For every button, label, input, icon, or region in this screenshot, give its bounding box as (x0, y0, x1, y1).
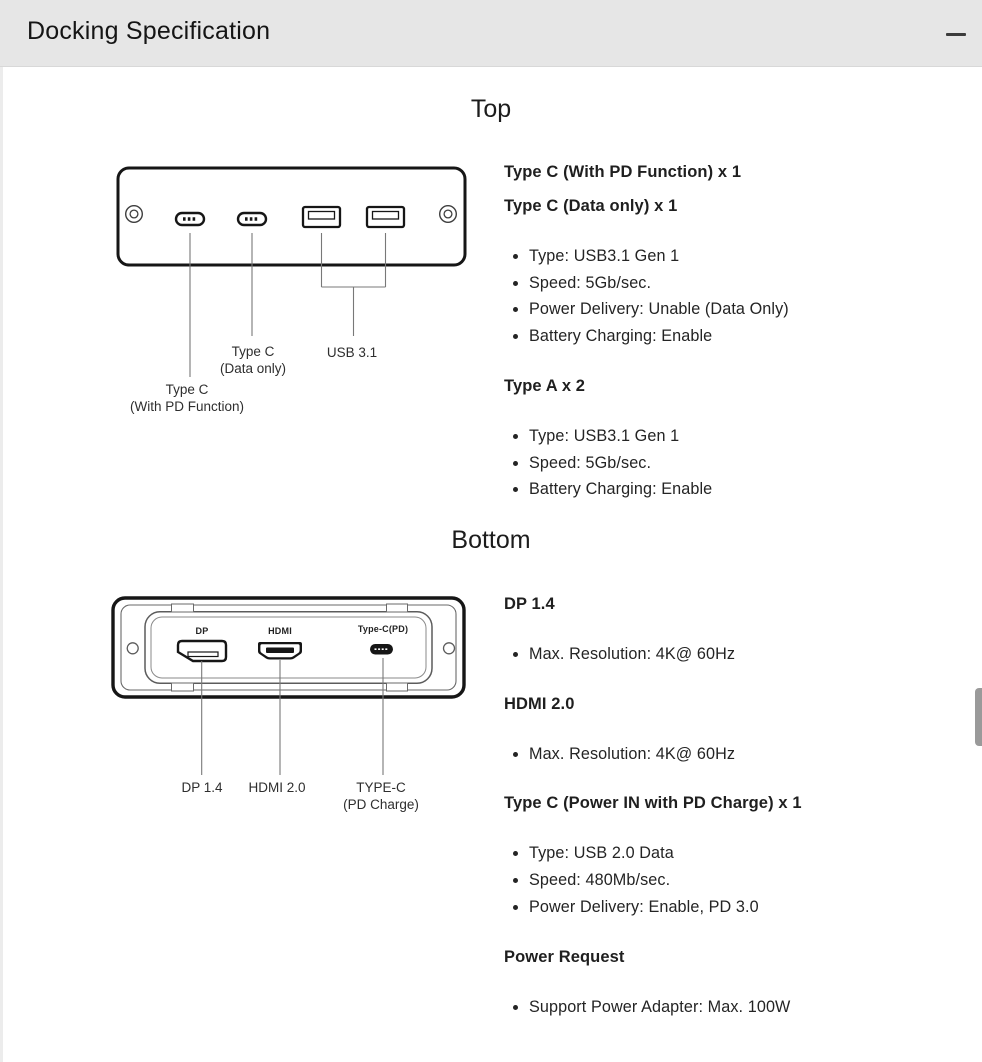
spec-title: DP 1.4 (504, 595, 555, 613)
spec-item: • Speed: 5Gb/sec. (529, 270, 904, 297)
spec-title: Type C (With PD Function) x 1 (504, 163, 742, 181)
port-label-type-c-pd: Type-C(PD) (357, 624, 409, 634)
dialog-title: Docking Specification (27, 17, 271, 45)
top-view-diagram (100, 160, 490, 420)
spec-item: • Type: USB 2.0 Data (529, 840, 904, 867)
dock-top-face (118, 168, 465, 265)
spec-title: Type C (Power IN with PD Charge) x 1 (504, 794, 802, 813)
dialog-header (0, 0, 982, 67)
diagram-label-type-c-pd-charge: TYPE-C (PD Charge) (343, 780, 419, 812)
minimize-icon[interactable] (940, 22, 972, 46)
spec-list (504, 994, 904, 1021)
spec-item: • Battery Charging: Enable (529, 323, 904, 350)
bottom-specs (504, 594, 904, 1046)
scrollbar-thumb[interactable] (975, 688, 982, 746)
diagram-label-dp14: DP 1.4 (181, 780, 223, 795)
usb-c-data-port-icon (238, 213, 266, 225)
spec-list (504, 840, 904, 920)
diagram-label-type-c-data: Type C (Data only) (219, 344, 287, 376)
spec-item: • Speed: 5Gb/sec. (529, 450, 904, 477)
section-heading-top: Top (470, 95, 512, 123)
usb-c-pd-charge-port-icon (370, 644, 393, 655)
spec-list (504, 641, 904, 668)
spec-item: • Type: USB3.1 Gen 1 (529, 423, 904, 450)
diagram-label-hdmi20: HDMI 2.0 (248, 780, 306, 795)
usb-c-pd-port-icon (176, 213, 204, 225)
left-gutter (0, 67, 3, 1062)
spec-title: Type A x 2 (504, 376, 586, 395)
top-specs (504, 162, 904, 529)
minus-glyph (946, 33, 966, 36)
spec-item: • Type: USB3.1 Gen 1 (529, 243, 904, 270)
port-label-dp: DP (195, 626, 209, 636)
spec-title: HDMI 2.0 (504, 694, 575, 713)
port-label-hdmi: HDMI (268, 626, 292, 636)
spec-item: • Battery Charging: Enable (529, 476, 904, 503)
spec-list (504, 243, 904, 350)
spec-title: Type C (Data only) x 1 (504, 197, 678, 215)
spec-item: • Support Power Adapter: Max. 100W (529, 994, 904, 1021)
spec-list (504, 741, 904, 768)
section-heading-bottom: Bottom (451, 526, 531, 554)
spec-item: • Max. Resolution: 4K@ 60Hz (529, 741, 904, 768)
spec-title: Power Request (504, 947, 625, 966)
spec-item: • Speed: 480Mb/sec. (529, 867, 904, 894)
spec-item: • Power Delivery: Unable (Data Only) (529, 296, 904, 323)
diagram-label-type-c-pd: Type C (With PD Function) (129, 382, 245, 414)
spec-item: • Power Delivery: Enable, PD 3.0 (529, 894, 904, 921)
spec-list (504, 423, 904, 503)
spec-item: • Max. Resolution: 4K@ 60Hz (529, 641, 904, 668)
diagram-label-usb31: USB 3.1 (326, 345, 378, 360)
hdmi-port-icon (258, 642, 302, 660)
